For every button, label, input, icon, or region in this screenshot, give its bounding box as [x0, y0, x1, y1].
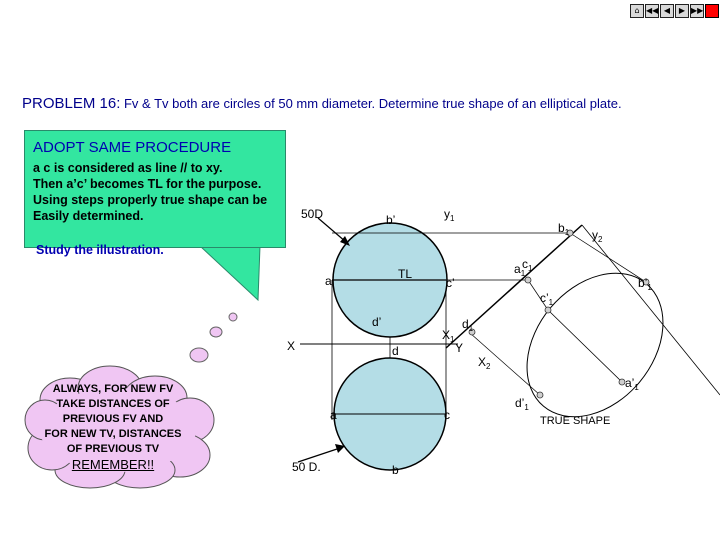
fv-dim-leader [318, 218, 346, 242]
b-prime-label: b’ [386, 213, 396, 227]
x-label: X [287, 339, 296, 353]
cloud-emphasis: REMEMBER!! [71, 457, 155, 472]
previous-slide-icon: ◀ [663, 6, 671, 15]
note-footer: Study the illustration. [36, 243, 164, 257]
note-line-4: Easily determined. [33, 209, 144, 223]
tl-label: TL [398, 267, 413, 281]
problem-text: Fv & Tv both are circles of 50 mm diameter. Determine true shape of an elliptical plate. [120, 96, 622, 111]
last-slide-icon: ▶▶ [691, 6, 704, 15]
a1-label: $a_1$ [514, 262, 526, 278]
note-line-3: Using steps properly true shape can be [33, 193, 268, 207]
a-prime-1-label: $a’_1$ [625, 376, 639, 392]
fv-dia-label: 50D [301, 207, 324, 221]
problem-label: PROBLEM 16: [22, 95, 121, 112]
b-label: b [392, 463, 399, 477]
d-prime-1-label: $d’_1$ [515, 396, 529, 412]
procedure-note [24, 130, 286, 248]
ellipse-diameter [548, 310, 622, 382]
d-label: d [392, 344, 399, 358]
b-prime-1-label: $b’_1$ [638, 276, 652, 292]
point-markers [469, 230, 649, 398]
cloud-bubble-small [229, 313, 237, 321]
x2-label: $X_2$ [478, 355, 491, 371]
y1-label: $y_1$ [444, 207, 455, 223]
y-label: Y [455, 341, 464, 355]
x2y2-line [582, 225, 720, 395]
note-line-2: Then a’c’ becomes TL for the purpose. [33, 177, 262, 191]
note-line-1: a c is considered as line // to xy. [33, 161, 223, 175]
a-prime-label: a’ [325, 274, 335, 288]
c-label: c [444, 408, 450, 422]
tv-dia-label: 50 D. [292, 460, 321, 474]
cloud-line-1: ALWAYS, FOR NEW FV [52, 383, 174, 395]
cloud-line-5: OF PREVIOUS TV [66, 443, 160, 455]
cloud-bubble-large [190, 348, 208, 362]
cloud-line-3: PREVIOUS FV AND [62, 413, 164, 425]
cloud-line-2: TAKE DISTANCES OF [56, 398, 170, 410]
cloud-bubble-medium [210, 327, 222, 337]
reminder-cloud [28, 382, 198, 472]
callout-tail [200, 246, 260, 300]
home-icon: ⌂ [634, 6, 640, 15]
c-prime-1-label: $c’_1$ [540, 291, 554, 307]
cloud-line-4: FOR NEW TV, DISTANCES [44, 428, 182, 440]
c-prime-label: c’ [446, 276, 455, 290]
d-prime-label: d’ [372, 315, 382, 329]
x1-label: $X_1$ [442, 328, 455, 344]
b1-label: $b_1$ [558, 221, 570, 237]
y2-label: $y_2$ [592, 228, 603, 244]
c1-label: $c_1$ [522, 257, 533, 273]
a-label: a [330, 408, 337, 422]
first-slide-icon: ◀◀ [646, 6, 659, 15]
next-slide-icon: ▶ [678, 6, 686, 15]
projector-b1 [570, 233, 646, 282]
note-heading: ADOPT SAME PROCEDURE [33, 139, 232, 156]
d1-label: $d_1$ [462, 317, 474, 333]
true-shape-ellipse [499, 246, 691, 443]
true-shape-label: TRUE SHAPE [540, 415, 611, 427]
